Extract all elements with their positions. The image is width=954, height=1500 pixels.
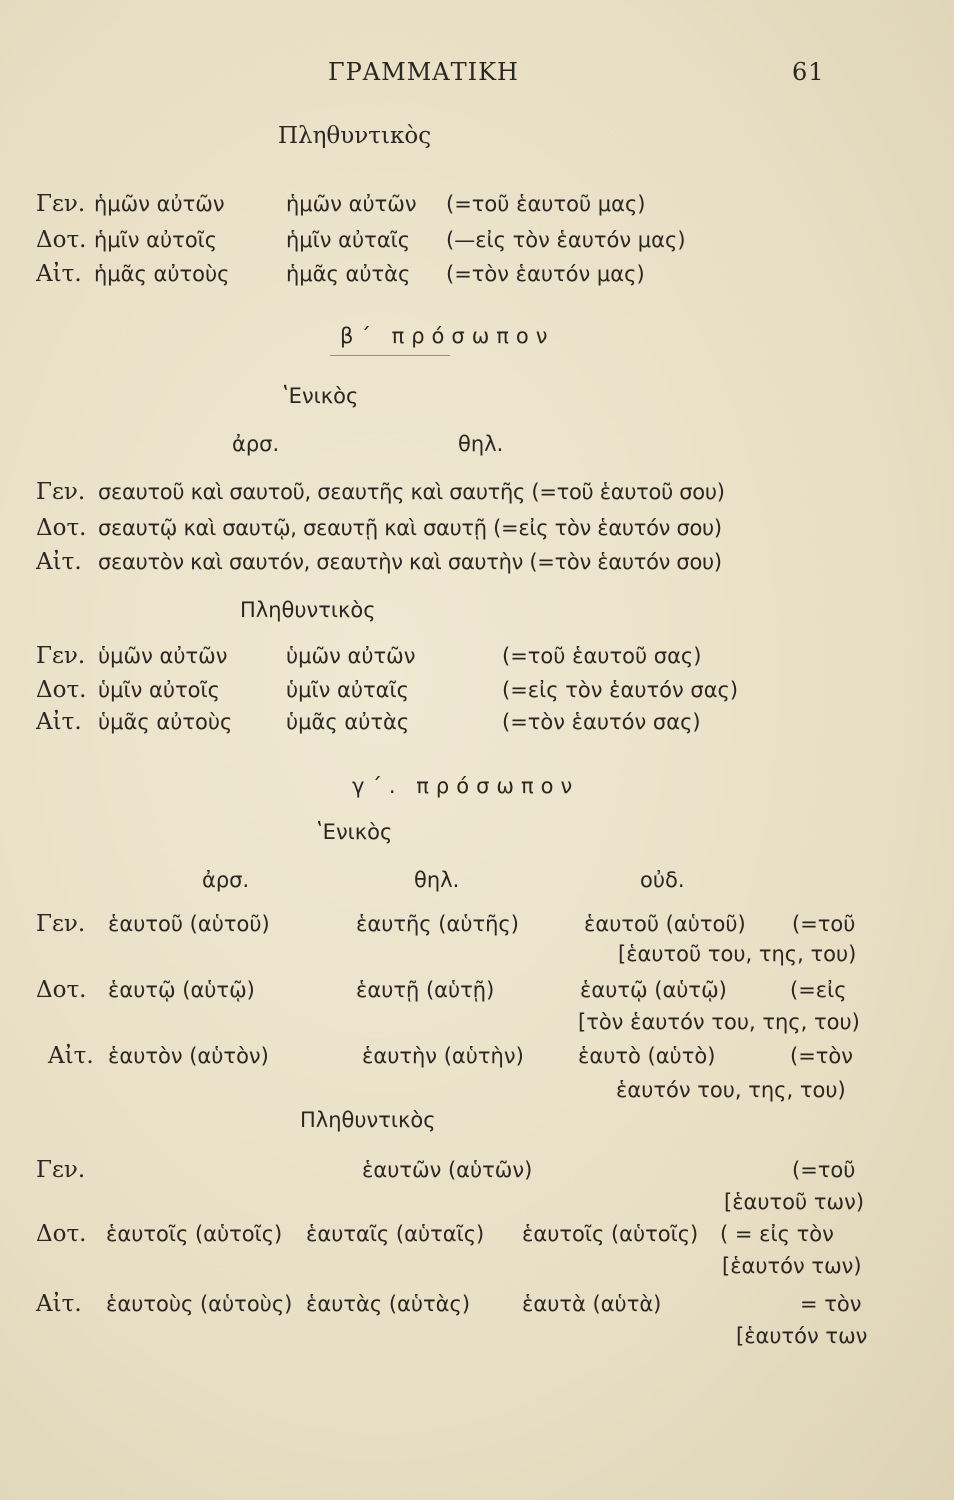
form-fem: ὑμᾶς αὐτὰς <box>286 710 410 734</box>
col-feminine: θηλ. <box>458 432 504 456</box>
form-fem: ἑαυτῇ (αὑτῇ) <box>356 978 495 1002</box>
form-masc: ἑαυτῷ (αὑτῷ) <box>108 978 255 1002</box>
case-label: Γεν. <box>36 1157 86 1183</box>
form-masc: ἑαυτοῖς (αὑτοῖς) <box>106 1222 283 1246</box>
form-neut: ἑαυτοῦ (αὑτοῦ) <box>584 912 746 936</box>
gloss-continued: [ἑαυτοῦ των) <box>724 1190 865 1214</box>
form-fem: ἑαυτὰς (αὑτὰς) <box>306 1292 471 1316</box>
case-label: Γεν. <box>36 643 86 669</box>
form-neut: ἑαυτὰ (αὑτὰ) <box>522 1292 662 1316</box>
running-title: ΓΡΑΜΜΑΤΙΚΗ <box>328 58 519 86</box>
form-fem: ἑαυτῆς (αὑτῆς) <box>356 912 519 936</box>
case-label: Αἰτ. <box>36 709 82 735</box>
plural-heading-3: Πληθυντικὸς <box>300 1108 436 1132</box>
case-label: Γεν. <box>36 911 86 937</box>
gloss: (=τοῦ <box>792 912 856 936</box>
form-fem: ἑαυτὴν (αὑτὴν) <box>362 1044 524 1068</box>
gloss-continued: ἑαυτόν του, της, του) <box>616 1078 846 1102</box>
case-label: Δοτ. <box>36 977 87 1003</box>
plural-heading-1: Πληθυντικὸς <box>278 123 432 149</box>
form-masc: ἡμᾶς αὐτοὺς <box>94 262 230 286</box>
case-label: Δοτ. <box>36 1221 87 1247</box>
form-masc: ἑαυτὸν (αὑτὸν) <box>108 1044 269 1068</box>
form-neut: ἑαυτὸ (αὑτὸ) <box>578 1044 716 1068</box>
gloss: (=τοῦ ἑαυτοῦ μας) <box>446 192 646 216</box>
case-label: Αἰτ. <box>36 1291 82 1317</box>
gloss: (=τοῦ ἑαυτοῦ σας) <box>502 644 702 668</box>
form-fem: ἡμῶν αὐτῶν <box>286 192 417 216</box>
form-masc: ἡμῖν αὐτοῖς <box>94 228 218 252</box>
case-label: Αἰτ. <box>36 549 82 575</box>
gloss: (—εἰς τὸν ἑαυτόν μας) <box>446 228 686 252</box>
form-masc: ἡμῶν αὐτῶν <box>94 192 225 216</box>
form-masc: ὑμῖν αὐτοῖς <box>98 678 220 702</box>
gloss: (=τοῦ <box>792 1158 856 1182</box>
plural-heading-2: Πληθυντικὸς <box>240 598 376 622</box>
col-neuter: οὐδ. <box>640 868 685 892</box>
form-common: ἑαυτῶν (αὑτῶν) <box>362 1158 533 1182</box>
gloss: = τὸν <box>800 1292 862 1316</box>
form-fem: ἡμᾶς αὐτὰς <box>286 262 411 286</box>
col-masculine: ἀρσ. <box>202 868 250 892</box>
gloss-continued: [ἑαυτόν των <box>736 1324 868 1348</box>
gloss-continued: [ἑαυτόν των) <box>722 1254 862 1278</box>
form-fem: ὑμῶν αὐτῶν <box>286 644 416 668</box>
case-label: Δοτ. <box>36 227 87 253</box>
form-masc: ὑμῶν αὐτῶν <box>98 644 228 668</box>
forms-line: σεαυτὸν καὶ σαυτόν, σεαυτὴν καὶ σαυτὴν (=τὸν ἑαυτόν σου) <box>98 550 722 574</box>
col-masculine: ἀρσ. <box>232 432 280 456</box>
gloss: (=τὸν ἑαυτόν σας) <box>502 710 701 734</box>
case-label: Αἰτ. <box>36 261 82 287</box>
forms-line: σεαυτῷ καὶ σαυτῷ, σεαυτῇ καὶ σαυτῇ (=εἰς τὸν ἑαυτόν σου) <box>98 516 722 540</box>
form-neut: ἑαυτῷ (αὑτῷ) <box>580 978 727 1002</box>
form-neut: ἑαυτοῖς (αὑτοῖς) <box>522 1222 699 1246</box>
gloss-continued: [τὸν ἑαυτόν του, της, του) <box>578 1010 860 1034</box>
case-label: Δοτ. <box>36 677 87 703</box>
case-label: Γεν. <box>36 479 86 505</box>
gloss: ( = εἰς τὸν <box>720 1222 834 1246</box>
singular-heading-2: ʽΕνικὸς <box>282 384 359 408</box>
singular-heading-3: ʽΕνικὸς <box>316 820 393 844</box>
forms-line: σεαυτοῦ καὶ σαυτοῦ, σεαυτῆς καὶ σαυτῆς (=τοῦ ἑαυτοῦ σου) <box>98 480 725 504</box>
page-number: 61 <box>792 58 825 86</box>
gloss: (=εἰς <box>790 978 847 1002</box>
section-title-second-person: β΄ πρόσωπον <box>340 324 555 348</box>
gloss: (=τὸν <box>790 1044 854 1068</box>
case-label: Δοτ. <box>36 515 87 541</box>
section-title-third-person: γ΄. πρόσωπον <box>352 774 580 798</box>
case-label: Γεν. <box>36 191 86 217</box>
gloss: (=τὸν ἑαυτόν μας) <box>446 262 645 286</box>
case-label: Αἰτ. <box>48 1043 94 1069</box>
form-masc: ὑμᾶς αὐτοὺς <box>98 710 233 734</box>
form-masc: ἑαυτοῦ (αὑτοῦ) <box>108 912 270 936</box>
form-fem: ἡμῖν αὐταῖς <box>286 228 411 252</box>
gloss-continued: [ἑαυτοῦ του, της, του) <box>618 942 857 966</box>
gloss: (=εἰς τὸν ἑαυτόν σας) <box>502 678 739 702</box>
form-masc: ἑαυτοὺς (αὑτοὺς) <box>106 1292 293 1316</box>
form-fem: ὑμῖν αὐταῖς <box>286 678 409 702</box>
col-feminine: θηλ. <box>414 868 460 892</box>
divider <box>330 355 450 356</box>
form-fem: ἑαυταῖς (αὑταῖς) <box>306 1222 485 1246</box>
